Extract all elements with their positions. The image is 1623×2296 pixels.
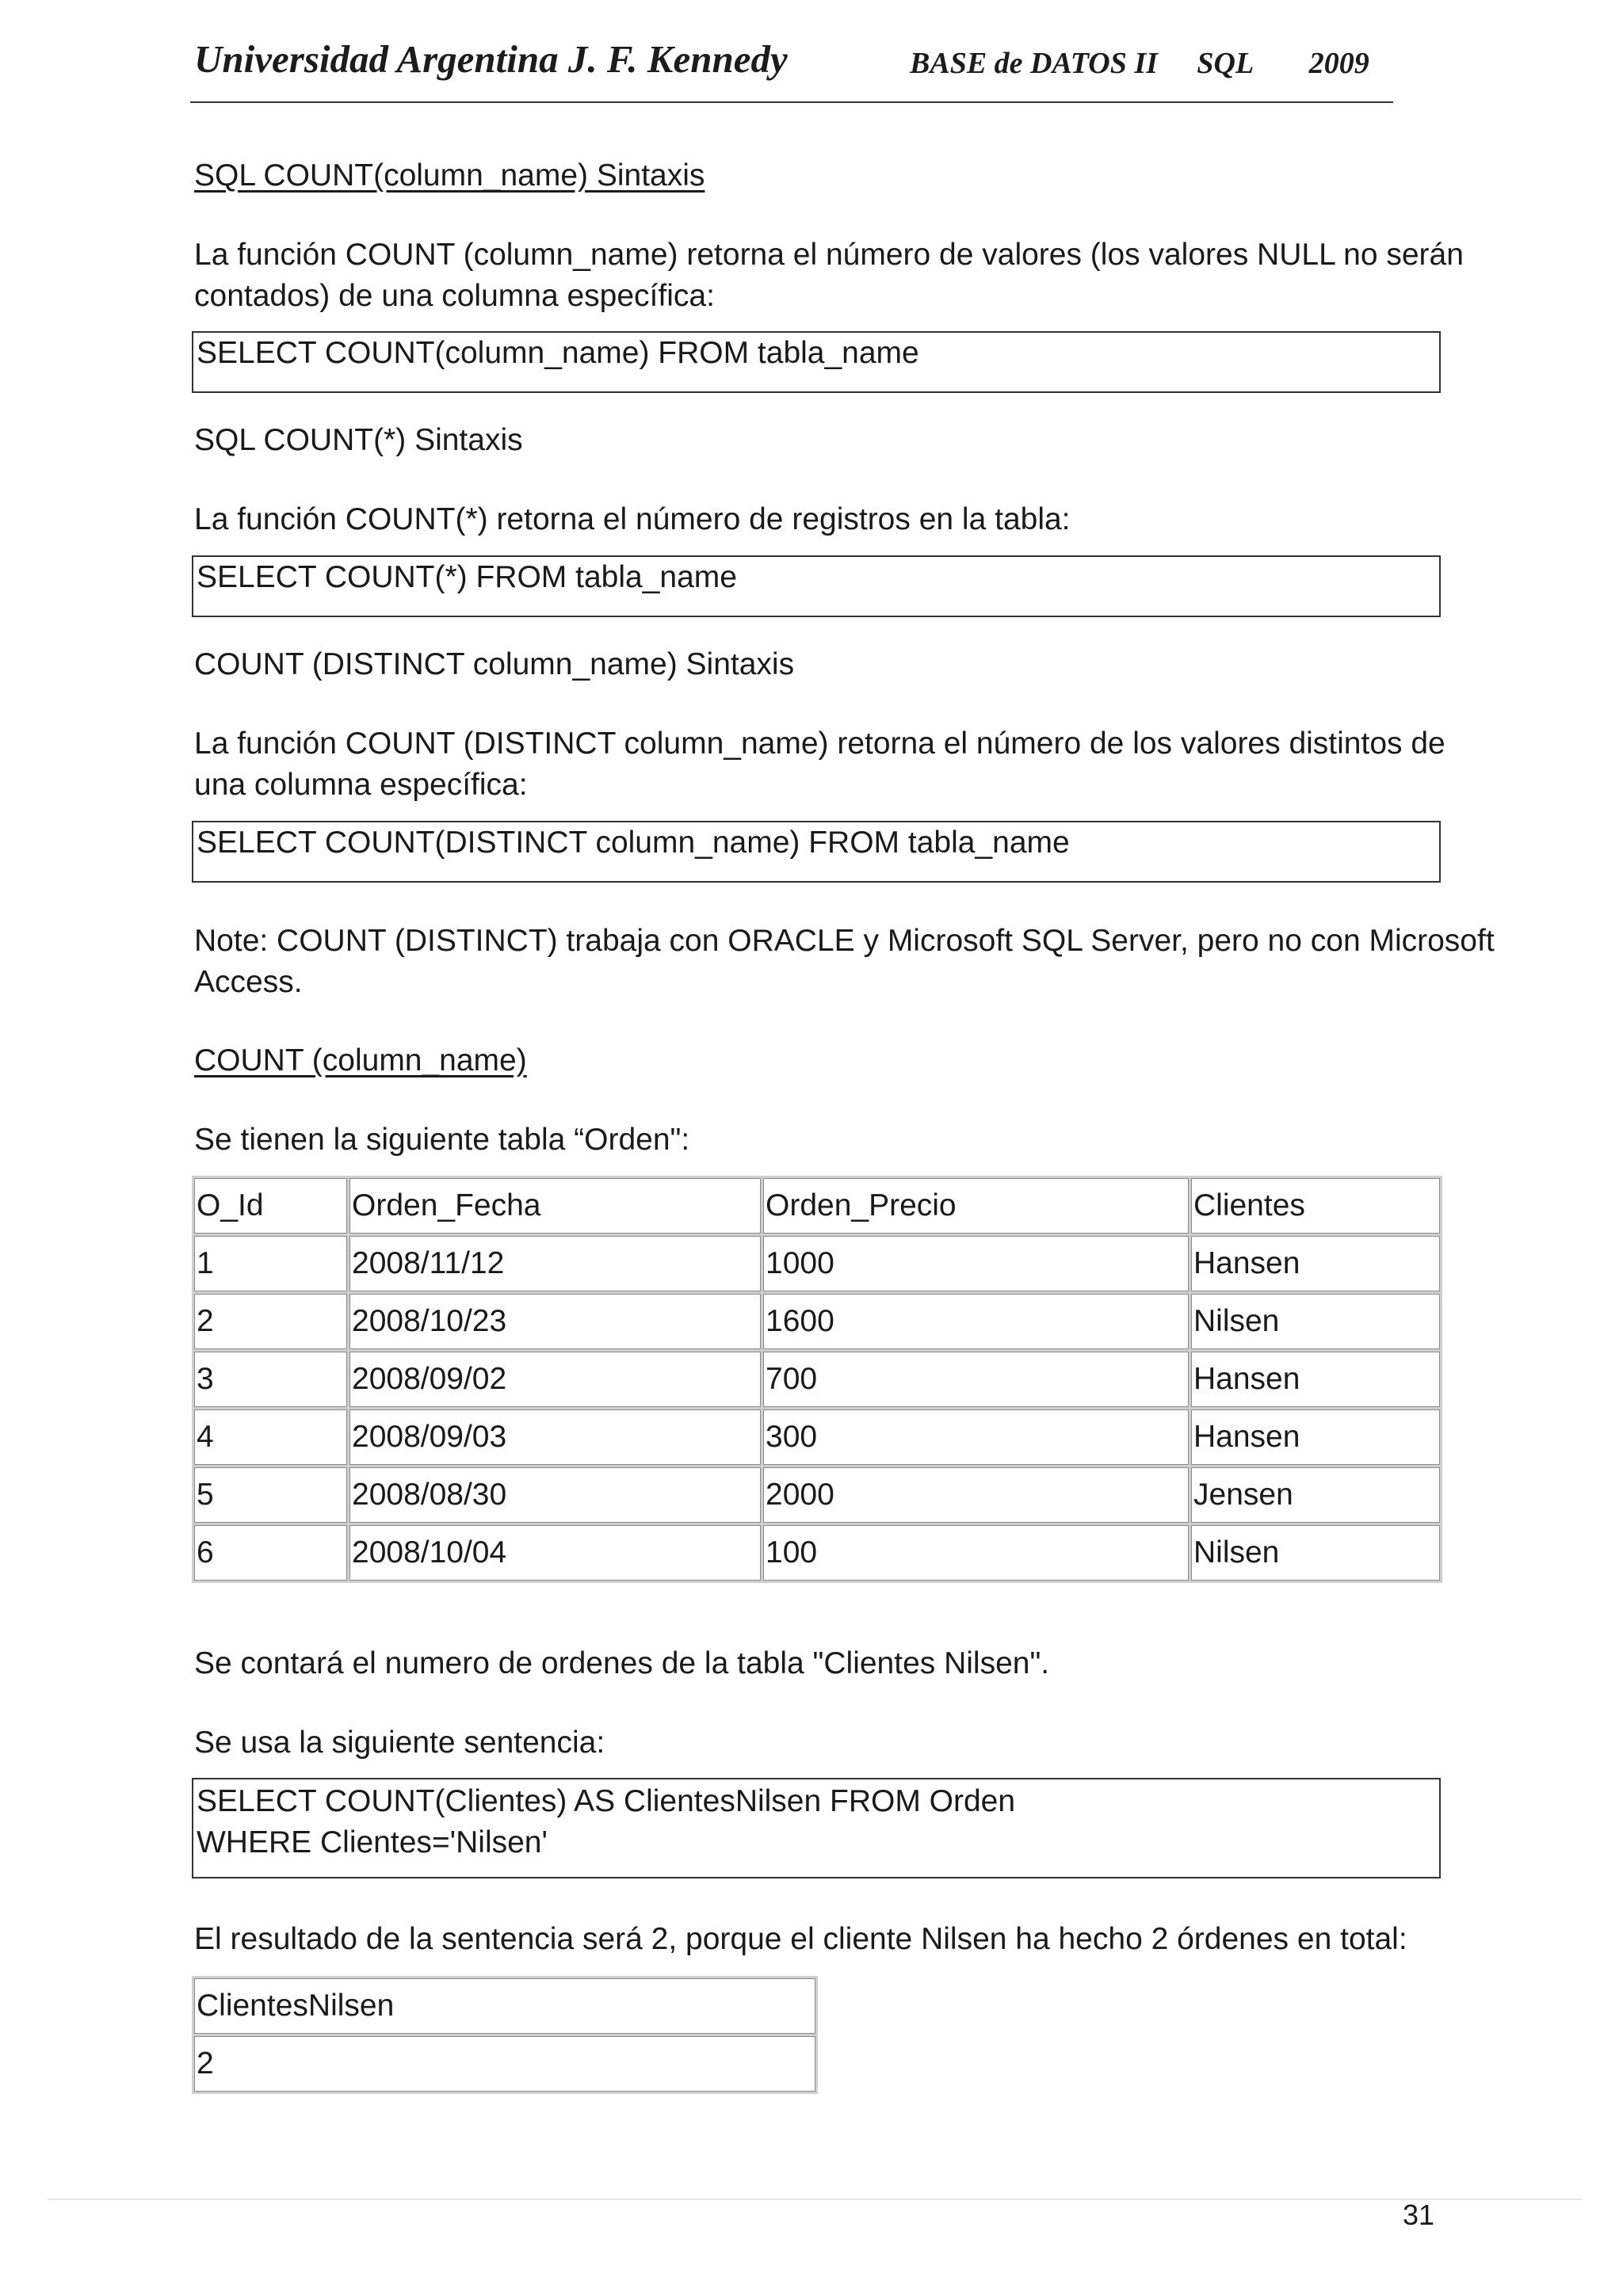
table-header-cell: Orden_Precio bbox=[762, 1177, 1190, 1235]
use-text: Se usa la siguiente sentencia: bbox=[194, 1726, 605, 1760]
note-line-1: Note: COUNT (DISTINCT) trabaja con ORACLE y Microsoft SQL Server, pero no con Microsoft bbox=[194, 924, 1495, 958]
code-example-line-2: WHERE Clientes='Nilsen' bbox=[197, 1825, 548, 1859]
table-cell: 2008/09/03 bbox=[349, 1409, 762, 1466]
table-cell: 3 bbox=[193, 1351, 349, 1409]
table-row bbox=[193, 1351, 1442, 1409]
table-row bbox=[193, 2035, 817, 2093]
header-institution: Universidad Argentina J. F. Kennedy bbox=[194, 37, 788, 81]
table-cell: 2 bbox=[193, 2035, 817, 2093]
table-header-row bbox=[193, 1978, 817, 2035]
table-row bbox=[193, 1293, 1442, 1351]
heading-example: COUNT (column_name) bbox=[194, 1043, 527, 1077]
table-cell: 2008/08/30 bbox=[349, 1466, 762, 1524]
table-cell: Jensen bbox=[1190, 1466, 1442, 1524]
footer-divider bbox=[48, 2199, 1581, 2200]
heading-count-star: SQL COUNT(*) Sintaxis bbox=[194, 423, 523, 457]
count-distinct-desc-1: La función COUNT (DISTINCT column_name) retorna el número de los valores distintos de bbox=[194, 727, 1445, 761]
heading-count-column: SQL COUNT(column_name) Sintaxis bbox=[194, 158, 705, 193]
code-count-distinct: SELECT COUNT(DISTINCT column_name) FROM tabla_name bbox=[197, 826, 1070, 860]
table-header-row bbox=[193, 1177, 1442, 1235]
table-cell: 1600 bbox=[762, 1293, 1190, 1351]
table-row bbox=[193, 1466, 1442, 1524]
table-cell: 2 bbox=[193, 1293, 349, 1351]
table-row bbox=[193, 1235, 1442, 1293]
code-box-example bbox=[192, 1778, 1441, 1878]
table-cell: 5 bbox=[193, 1466, 349, 1524]
table-header-cell: Orden_Fecha bbox=[349, 1177, 762, 1235]
header-course: BASE de DATOS II bbox=[910, 47, 1158, 80]
table-row bbox=[193, 1524, 1442, 1582]
table-cell: 2008/10/23 bbox=[349, 1293, 762, 1351]
table-header-cell: Clientes bbox=[1190, 1177, 1442, 1235]
table-cell: 2008/10/04 bbox=[349, 1524, 762, 1582]
table-cell: 2008/09/02 bbox=[349, 1351, 762, 1409]
count-text: Se contará el numero de ordenes de la tabla "Clientes Nilsen". bbox=[194, 1646, 1050, 1680]
code-count-column: SELECT COUNT(column_name) FROM tabla_name bbox=[197, 336, 919, 370]
table-cell: 2008/11/12 bbox=[349, 1235, 762, 1293]
result-table bbox=[192, 1976, 818, 2094]
count-distinct-desc-2: una columna específica: bbox=[194, 768, 528, 802]
table-cell: Hansen bbox=[1190, 1235, 1442, 1293]
table-cell: Nilsen bbox=[1190, 1524, 1442, 1582]
example-intro: Se tienen la siguiente tabla “Orden": bbox=[194, 1123, 690, 1157]
table-cell: 1000 bbox=[762, 1235, 1190, 1293]
table-row bbox=[193, 1409, 1442, 1466]
table-cell: Nilsen bbox=[1190, 1293, 1442, 1351]
header-topic: SQL bbox=[1197, 47, 1254, 80]
code-box-count-star bbox=[192, 555, 1441, 617]
code-count-star: SELECT COUNT(*) FROM tabla_name bbox=[197, 560, 737, 594]
table-cell: 100 bbox=[762, 1524, 1190, 1582]
header-course-info bbox=[910, 46, 1369, 81]
header-year: 2009 bbox=[1308, 47, 1369, 80]
note-line-2: Access. bbox=[194, 965, 303, 999]
table-header-cell: O_Id bbox=[193, 1177, 349, 1235]
result-text: El resultado de la sentencia será 2, porque el cliente Nilsen ha hecho 2 órdenes en total: bbox=[194, 1922, 1407, 1956]
code-example-line-1: SELECT COUNT(Clientes) AS ClientesNilsen FROM Orden bbox=[197, 1784, 1016, 1818]
table-cell: Hansen bbox=[1190, 1409, 1442, 1466]
code-box-count-distinct bbox=[192, 821, 1441, 883]
count-column-desc-1: La función COUNT (column_name) retorna el número de valores (los valores NULL no serán bbox=[194, 238, 1464, 272]
table-cell: 700 bbox=[762, 1351, 1190, 1409]
table-cell: Hansen bbox=[1190, 1351, 1442, 1409]
table-cell: 2000 bbox=[762, 1466, 1190, 1524]
table-cell: 1 bbox=[193, 1235, 349, 1293]
header-divider bbox=[190, 101, 1393, 103]
table-cell: 4 bbox=[193, 1409, 349, 1466]
orden-table bbox=[192, 1176, 1442, 1583]
table-cell: 6 bbox=[193, 1524, 349, 1582]
count-star-desc: La función COUNT(*) retorna el número de registros en la tabla: bbox=[194, 502, 1071, 536]
table-header-cell: ClientesNilsen bbox=[193, 1978, 817, 2035]
page-number: 31 bbox=[1403, 2199, 1435, 2231]
count-column-desc-2: contados) de una columna específica: bbox=[194, 279, 715, 313]
table-cell: 300 bbox=[762, 1409, 1190, 1466]
heading-count-distinct: COUNT (DISTINCT column_name) Sintaxis bbox=[194, 647, 795, 681]
code-box-count-column bbox=[192, 331, 1441, 393]
